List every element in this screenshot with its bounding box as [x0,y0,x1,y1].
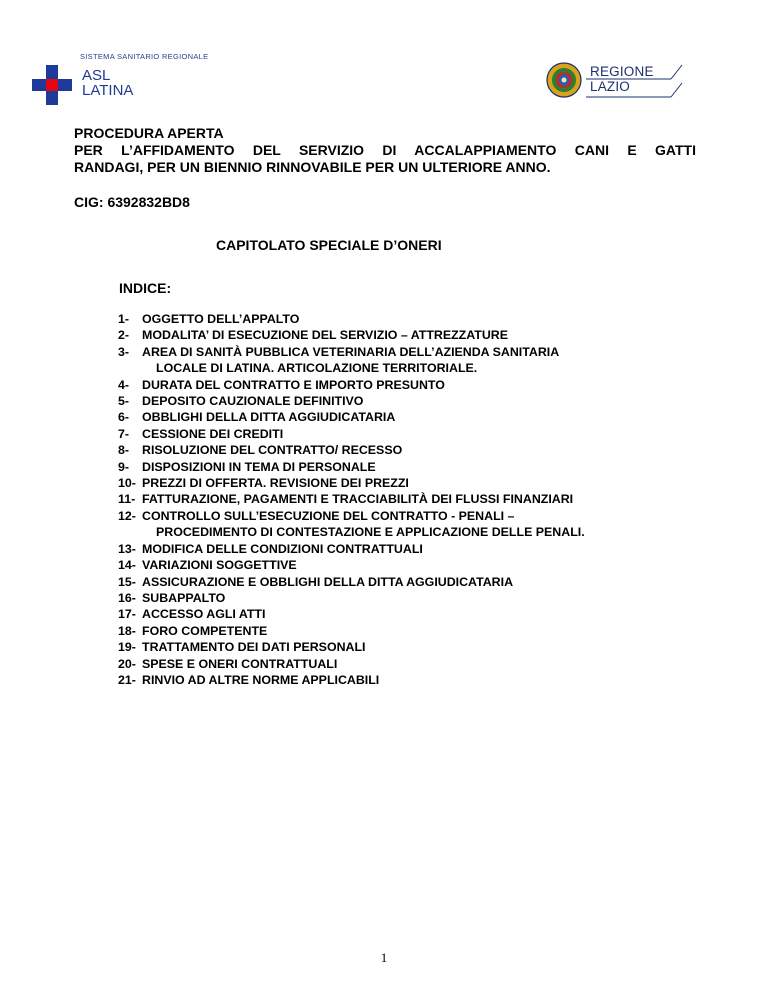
index-text: FATTURAZIONE, PAGAMENTI E TRACCIABILITÀ DEI FLUSSI FINANZIARI [142,492,574,507]
index-item-continuation [118,360,678,376]
index-text: DISPOSIZIONI IN TEMA DI PERSONALE [142,459,376,474]
index-item [118,639,678,655]
index-item [118,557,678,573]
index-text: PREZZI DI OFFERTA. REVISIONE DEI PREZZI [142,476,409,491]
index-item-continuation [118,524,678,540]
index-number: 12- [118,508,136,523]
index-text: MODIFICA DELLE CONDIZIONI CONTRATTUALI [142,541,423,556]
index-item [118,344,678,360]
index-text: RINVIO AD ALTRE NORME APPLICABILI [142,672,380,687]
index-number: 3- [118,344,130,359]
index-text: CESSIONE DEI CREDITI [142,426,284,441]
index-text: OGGETTO DELL’APPALTO [142,312,300,326]
title-line: PROCEDURA APERTA [74,125,224,141]
index-number: 14- [118,558,136,573]
index-item [118,426,678,442]
index-heading: INDICE: [119,280,172,296]
index-text: AREA DI SANITÀ PUBBLICA VETERINARIA DELL’AZIENDA SANITARIA [142,344,560,359]
page-number: 1 [380,950,388,965]
index-number: 4- [118,377,130,392]
index-item [118,459,678,475]
index-item [118,327,678,343]
title-line: PER L’AFFIDAMENTO DEL SERVIZIO DI ACCALAPPIAMENTO CANI E GATTI [74,142,696,158]
index-number: 11- [118,492,136,507]
index-list [118,311,678,688]
index-item [118,491,678,507]
index-number: 15- [118,574,136,589]
index-number: 7- [118,426,130,441]
index-number: 20- [118,656,136,671]
lazio-line1: REGIONE [590,64,654,79]
lazio-seal-icon [546,62,582,98]
index-number: 18- [118,623,136,638]
index-text-continuation: LOCALE DI LATINA. ARTICOLAZIONE TERRITORIALE. [156,361,478,376]
index-item [118,409,678,425]
index-text: RISOLUZIONE DEL CONTRATTO/ RECESSO [142,443,403,458]
index-number: 8- [118,443,130,458]
regione-lazio-logo [546,62,686,102]
index-item [118,311,678,327]
index-item [118,672,678,688]
index-text-continuation: PROCEDIMENTO DI CONTESTAZIONE E APPLICAZIONE DELLE PENALI. [156,525,585,540]
index-item [118,508,678,524]
index-item [118,590,678,606]
index-text: DURATA DEL CONTRATTO E IMPORTO PRESUNTO [142,377,445,392]
index-number: 13- [118,541,136,556]
index-item [118,377,678,393]
title-line: RANDAGI, PER UN BIENNIO RINNOVABILE PER UN ULTERIORE ANNO. [74,159,551,175]
index-item [118,393,678,409]
cig-code: CIG: 6392832BD8 [74,194,190,210]
index-text: SUBAPPALTO [142,590,226,605]
medical-cross-icon [32,65,72,105]
index-text: DEPOSITO CAUZIONALE DEFINITIVO [142,394,364,409]
index-item [118,442,678,458]
index-item [118,606,678,622]
index-text: OBBLIGHI DELLA DITTA AGGIUDICATARIA [142,410,396,425]
index-text: TRATTAMENTO DEI DATI PERSONALI [142,640,366,655]
index-item [118,656,678,672]
index-item [118,541,678,557]
asl-system-label: SISTEMA SANITARIO REGIONALE [80,52,209,61]
index-number: 1- [118,312,130,326]
index-item [118,623,678,639]
index-item [118,475,678,491]
index-text: ASSICURAZIONE E OBBLIGHI DELLA DITTA AGGIUDICATARIA [142,574,514,589]
index-number: 5- [118,394,130,409]
index-text: FORO COMPETENTE [142,623,268,638]
index-number: 16- [118,590,136,605]
index-text: MODALITA’ DI ESECUZIONE DEL SERVIZIO – ATTREZZATURE [142,328,509,343]
index-number: 9- [118,459,130,474]
index-text: SPESE E ONERI CONTRATTUALI [142,656,338,671]
index-number: 17- [118,607,136,622]
index-text: VARIAZIONI SOGGETTIVE [142,558,297,573]
index-number: 10- [118,476,136,491]
index-number: 6- [118,410,130,425]
asl-subname: LATINA [82,82,134,99]
index-text: ACCESSO AGLI ATTI [142,607,266,622]
index-text: CONTROLLO SULL’ESECUZIONE DEL CONTRATTO - PENALI – [142,508,515,523]
asl-name: ASL [82,67,111,84]
asl-latina-logo [32,52,232,102]
lazio-line2: LAZIO [590,79,631,94]
document-heading: CAPITOLATO SPECIALE D’ONERI [216,237,442,253]
index-number: 2- [118,328,130,343]
index-number: 19- [118,640,136,655]
index-item [118,574,678,590]
procedure-title [74,125,696,176]
index-number: 21- [118,672,136,687]
